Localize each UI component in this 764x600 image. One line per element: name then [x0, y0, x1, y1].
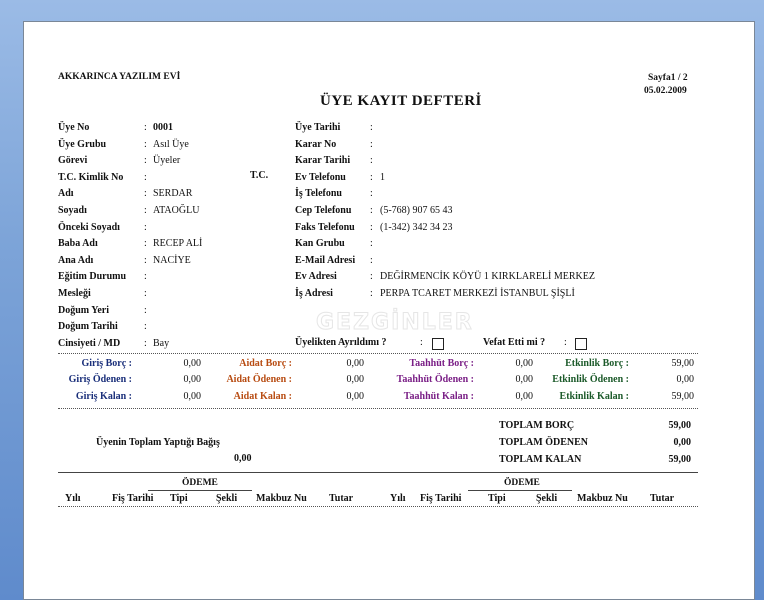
finance-label-aidat-odenen: Aidat Ödenen : [226, 374, 292, 385]
report-date: 05.02.2009 [644, 86, 687, 96]
field-colon: : [144, 338, 147, 349]
field-colon: : [370, 288, 373, 299]
payment-column-header: Yılı [390, 493, 406, 504]
field-colon: : [144, 172, 147, 183]
separator-line [58, 353, 698, 354]
payment-column-header: Yılı [65, 493, 81, 504]
field-label: Doğum Yeri [58, 305, 110, 316]
finance-value-aidat-kalan: 0,00 [346, 391, 364, 402]
field-value: (5-768) 907 65 43 [380, 205, 453, 216]
odeme-section-left: ÖDEME [182, 478, 218, 488]
tc-label: T.C. [250, 170, 269, 181]
page-number: Sayfa1 / 2 [648, 73, 688, 83]
field-label: Eğitim Durumu [58, 271, 127, 282]
finance-label-etkinlik-borc: Etkinlik Borç : [565, 358, 629, 369]
field-value: RECEP ALİ [153, 238, 203, 249]
field-colon: : [144, 288, 147, 299]
field-colon: : [144, 222, 147, 233]
field-colon: : [370, 255, 373, 266]
field-label: T.C. Kimlik No [58, 172, 124, 183]
field-label: Görevi [58, 155, 88, 166]
payment-column-header: Şekli [536, 493, 558, 504]
vefat-label: Vefat Etti mi ? [483, 337, 546, 348]
finance-value-taahhut-odenen: 0,00 [515, 374, 533, 385]
finance-label-taahhut-odenen: Taahhüt Ödenen : [396, 374, 474, 385]
field-value: (1-342) 342 34 23 [380, 222, 453, 233]
field-label: Ev Adresi [295, 271, 337, 282]
report-title: ÜYE KAYIT DEFTERİ [320, 93, 482, 109]
payment-column-header: Makbuz Nu [577, 493, 628, 504]
field-colon: : [370, 222, 373, 233]
toplam-borc-value: 59,00 [668, 420, 691, 431]
finance-value-giris-odenen: 0,00 [183, 374, 201, 385]
separator-line [58, 506, 698, 507]
toplam-odenen-label: TOPLAM ÖDENEN [499, 437, 588, 448]
bagis-value: 0,00 [234, 453, 252, 464]
separator-line [58, 472, 698, 473]
field-colon: : [144, 321, 147, 332]
field-colon: : [144, 122, 147, 133]
uyelikten-checkbox[interactable] [432, 338, 444, 350]
field-label: Mesleği [58, 288, 91, 299]
finance-value-aidat-odenen: 0,00 [346, 374, 364, 385]
finance-label-etkinlik-kalan: Etkinlik Kalan : [559, 391, 629, 402]
finance-label-giris-odenen: Giriş Ödenen : [68, 374, 132, 385]
field-value: Bay [153, 338, 170, 349]
field-value: NACİYE [153, 255, 191, 266]
payment-column-header: Tutar [329, 493, 354, 504]
field-label: Cinsiyeti / MD [58, 338, 121, 349]
toplam-kalan-value: 59,00 [668, 454, 691, 465]
toplam-borc-label: TOPLAM BORÇ [499, 420, 575, 431]
field-value: 0001 [153, 122, 173, 133]
odeme-underline-left [148, 490, 252, 491]
payment-column-header: Fiş Tarihi [112, 493, 154, 504]
field-colon: : [144, 255, 147, 266]
vefat-checkbox[interactable] [575, 338, 587, 350]
payment-column-header: Tutar [650, 493, 675, 504]
field-label: Ana Adı [58, 255, 94, 266]
field-value: 1 [380, 172, 385, 183]
toplam-odenen-value: 0,00 [673, 437, 691, 448]
finance-label-aidat-borc: Aidat Borç : [239, 358, 292, 369]
watermark: GEZGİNLER [316, 310, 474, 335]
payment-column-header: Tipi [488, 493, 506, 504]
field-label: Ev Telefonu [295, 172, 346, 183]
finance-label-etkinlik-odenen: Etkinlik Ödenen : [552, 374, 629, 385]
finance-value-etkinlik-odenen: 0,00 [676, 374, 694, 385]
uyelikten-colon: : [420, 337, 423, 348]
field-value: Asıl Üye [153, 139, 189, 150]
field-colon: : [144, 238, 147, 249]
field-colon: : [370, 271, 373, 282]
finance-label-taahhut-kalan: Taahhüt Kalan : [403, 391, 474, 402]
finance-value-taahhut-borc: 0,00 [515, 358, 533, 369]
finance-label-giris-borc: Giriş Borç : [81, 358, 132, 369]
finance-label-giris-kalan: Giriş Kalan : [75, 391, 132, 402]
separator-line [58, 408, 698, 409]
payment-column-header: Makbuz Nu [256, 493, 307, 504]
field-colon: : [144, 305, 147, 316]
field-label: Karar No [295, 139, 337, 150]
field-colon: : [144, 155, 147, 166]
vefat-colon: : [564, 337, 567, 348]
field-label: Üye No [58, 122, 90, 133]
field-label: Önceki Soyadı [58, 222, 120, 233]
field-colon: : [144, 271, 147, 282]
report-page [23, 21, 755, 600]
field-colon: : [370, 205, 373, 216]
finance-label-aidat-kalan: Aidat Kalan : [233, 391, 292, 402]
field-label: Soyadı [58, 205, 87, 216]
field-colon: : [370, 139, 373, 150]
field-colon: : [370, 172, 373, 183]
finance-label-taahhut-borc: Taahhüt Borç : [409, 358, 474, 369]
field-value: PERPA TCARET MERKEZİ İSTANBUL ŞİŞLİ [380, 288, 575, 299]
field-value: ATAOĞLU [153, 205, 200, 216]
field-colon: : [370, 155, 373, 166]
field-value: DEĞİRMENCİK KÖYÜ 1 KIRKLARELİ MERKEZ [380, 271, 595, 282]
field-colon: : [370, 188, 373, 199]
field-label: Üye Grubu [58, 139, 107, 150]
field-colon: : [144, 139, 147, 150]
payment-column-header: Şekli [216, 493, 238, 504]
finance-value-giris-borc: 0,00 [183, 358, 201, 369]
field-label: Doğum Tarihi [58, 321, 118, 332]
finance-value-etkinlik-borc: 59,00 [671, 358, 694, 369]
field-label: Baba Adı [58, 238, 98, 249]
field-label: Cep Telefonu [295, 205, 352, 216]
payment-column-header: Tipi [170, 493, 188, 504]
uyelikten-label: Üyelikten Ayrıldımı ? [295, 337, 387, 348]
field-value: Üyeler [153, 155, 181, 166]
field-label: Üye Tarihi [295, 122, 341, 133]
payment-column-header: Fiş Tarihi [420, 493, 462, 504]
field-label: Faks Telefonu [295, 222, 355, 233]
odeme-underline-right [468, 490, 572, 491]
field-colon: : [370, 238, 373, 249]
toplam-kalan-label: TOPLAM KALAN [499, 454, 582, 465]
field-label: E-Mail Adresi [295, 255, 356, 266]
finance-value-aidat-borc: 0,00 [346, 358, 364, 369]
finance-value-etkinlik-kalan: 59,00 [671, 391, 694, 402]
field-label: Adı [58, 188, 74, 199]
field-colon: : [144, 188, 147, 199]
odeme-section-right: ÖDEME [504, 478, 540, 488]
field-label: İş Telefonu [295, 188, 342, 199]
finance-value-taahhut-kalan: 0,00 [515, 391, 533, 402]
company-name: AKKARINCA YAZILIM EVİ [58, 72, 181, 82]
bagis-label: Üyenin Toplam Yaptığı Bağış [96, 437, 220, 448]
field-label: İş Adresi [295, 288, 333, 299]
field-colon: : [370, 122, 373, 133]
field-value: SERDAR [153, 188, 193, 199]
field-label: Kan Grubu [295, 238, 345, 249]
field-colon: : [144, 205, 147, 216]
finance-value-giris-kalan: 0,00 [183, 391, 201, 402]
field-label: Karar Tarihi [295, 155, 351, 166]
